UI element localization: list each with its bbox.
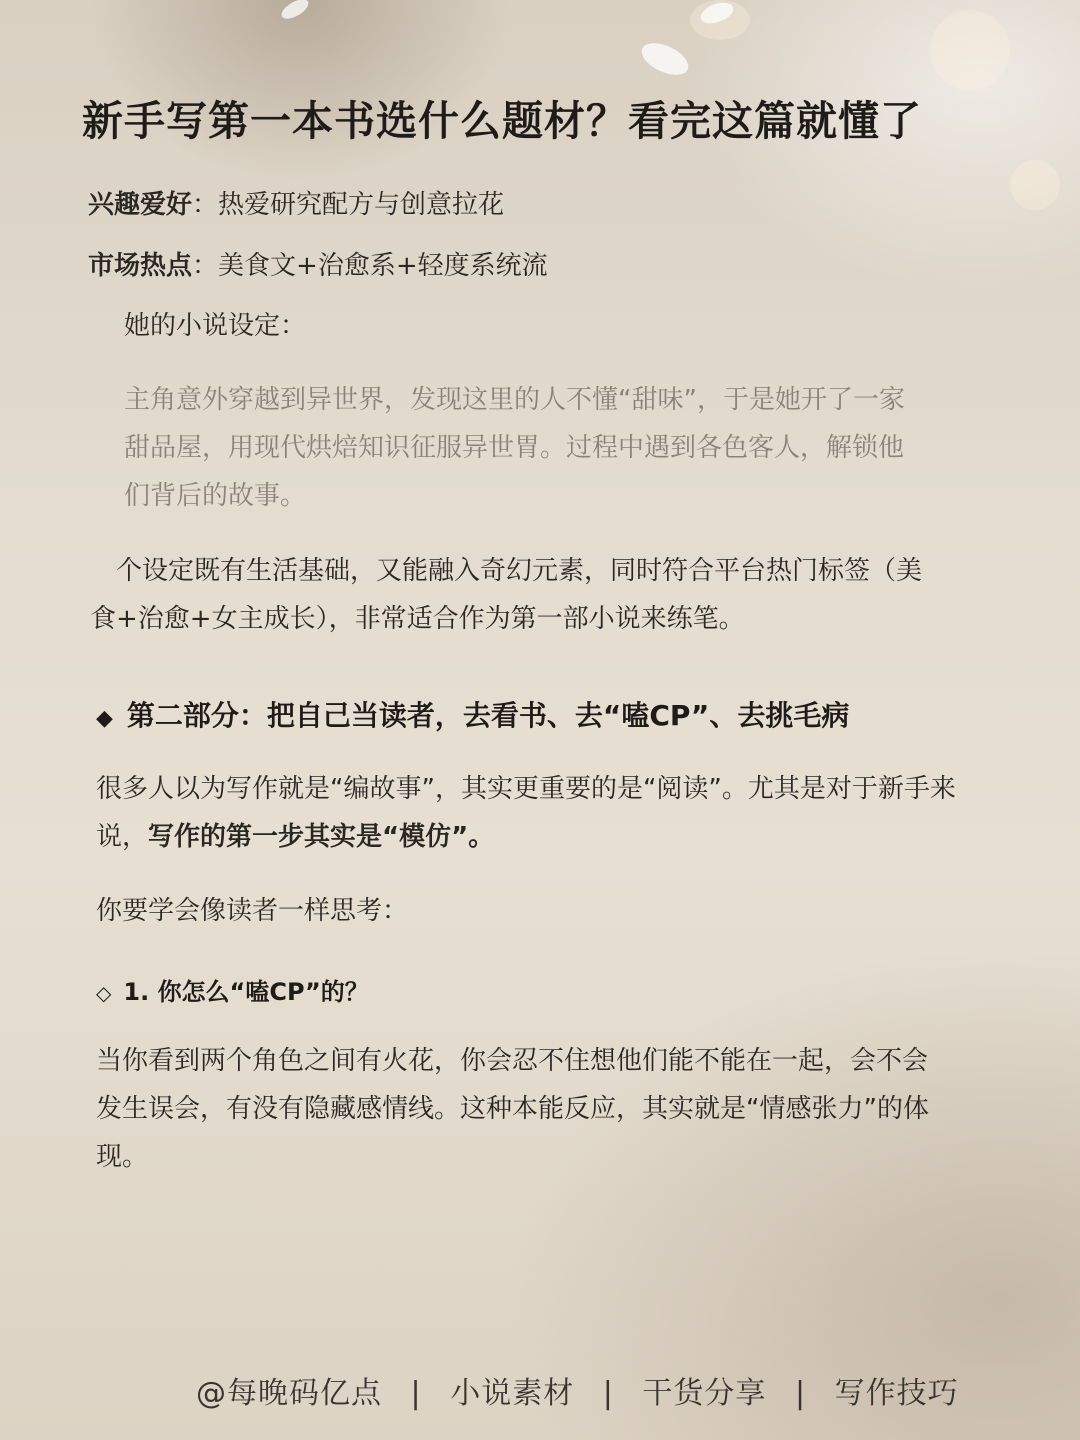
diamond-bullet-icon: ◆ (96, 706, 113, 731)
setting-text-line: 甜品屋，用现代烘焙知识征服异世胃。过程中遇到各色客人，解锁他 (124, 433, 905, 463)
footer-account: @每晚码亿点 (196, 1376, 382, 1411)
market-label: 市场热点 (88, 251, 193, 281)
footer-separator: | (794, 1376, 807, 1411)
footer (196, 1368, 959, 1412)
interest-label: 兴趣爱好 (88, 190, 193, 220)
interest-colon: ： (192, 190, 219, 220)
setting-text-line: 们背后的故事。 (124, 481, 307, 511)
think-line: 你要学会像读者一样思考： (96, 896, 409, 926)
reading-line: 很多人以为写作就是“编故事”，其实更重要的是“阅读”。尤其是对于新手来 (96, 774, 956, 804)
footer-tag: 干货分享 (642, 1376, 767, 1411)
bokeh-light (1010, 160, 1060, 210)
summary-line: 食+治愈+女主成长），非常适合作为第一部小说来练笔。 (90, 604, 745, 634)
market-row (88, 251, 548, 281)
setting-label: 她的小说设定： (124, 311, 307, 341)
page-title: 新手写第一本书选什么题材？看完这篇就懂了 (82, 97, 922, 145)
reading-line2-prefix: 说， (96, 822, 149, 852)
interest-value: 热爱研究配方与创意拉花 (218, 190, 505, 220)
market-colon: ： (192, 251, 219, 281)
setting-text-line: 主角意外穿越到异世界，发现这里的人不懂“甜味”，于是她开了一家 (124, 385, 905, 415)
sub1-text-line: 发生误会，有没有隐藏感情线。这种本能反应，其实就是“情感张力”的体 (96, 1094, 929, 1124)
bokeh-light (930, 10, 1010, 90)
sub1-heading (96, 972, 369, 1007)
background-ghost-text (780, 180, 798, 245)
sub1-heading-text: 1. 你怎么“嗑CP”的？ (123, 978, 369, 1006)
section2-heading-text: 第二部分：把自己当读者，去看书、去“嗑CP”、去挑毛病 (126, 699, 850, 732)
reading-line2-emphasis: 写作的第一步其实是“模仿”。 (148, 822, 495, 852)
reading-line (96, 822, 494, 852)
footer-separator: | (602, 1376, 614, 1411)
hollow-diamond-bullet-icon: ◇ (96, 981, 112, 1005)
footer-tag: 写作技巧 (834, 1376, 959, 1411)
interest-row (88, 190, 504, 220)
market-value: 美食文+治愈系+轻度系统流 (218, 251, 548, 281)
summary-line: 个设定既有生活基础，又能融入奇幻元素，同时符合平台热门标签（美 (116, 556, 923, 586)
section2-heading (96, 694, 849, 734)
sub1-text-line: 当你看到两个角色之间有火花，你会忍不住想他们能不能在一起，会不会 (96, 1046, 929, 1076)
petal-decoration (279, 0, 312, 23)
petal-decoration (637, 37, 693, 82)
sub1-text-line: 现。 (96, 1142, 149, 1172)
footer-separator: | (410, 1376, 422, 1411)
footer-tag: 小说素材 (450, 1376, 575, 1411)
